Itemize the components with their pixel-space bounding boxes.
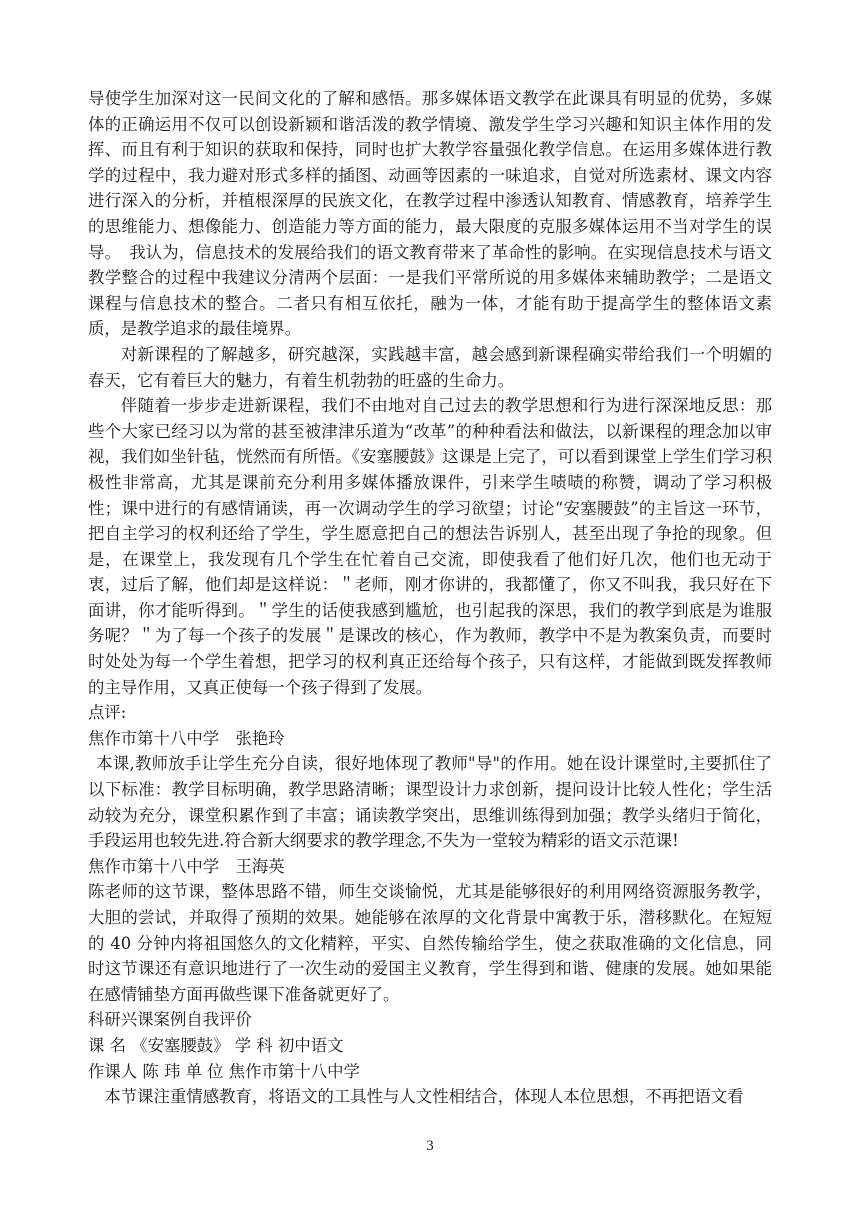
paragraph-new-curriculum: 对新课程的了解越多，研究越深，实践越丰富，越会感到新课程确实带给我们一个明媚的春天，它有着巨大的魅力，有着生机勃勃的旺盛的生命力。 xyxy=(88,344,772,390)
paragraph-reflection: 伴随着一步步走进新课程，我们不由地对自己过去的教学思想和行为进行深深地反思：那些个大家已经习以为常的甚至被津津乐道为“改革”的种种看法和做法，以新课程的理念加以审视，我们如坐针毡，恍然而有所悟。《安塞腰鼓》这课是上完了，可以看到课堂上学生们学习积极性非常高，尤其是课前充分利用多媒体播放课件，引来学生啧啧的称赞，调动了学习积极性；课中进行的有感情诵读，再一次调动学生的学习欲望；讨论“安塞腰鼓”的主旨这一环节，把自主学习的权利还给了学生，学生愿意把自己的想法告诉别人，甚至出现了争抢的现象。但是，在课堂上，我发现有几个学生在忙着自己交流，即使我看了他们好几次，他们也无动于衷，过后了解，他们却是这样说：＂老师，刚才你讲的，我都懂了，你又不叫我，我只好在下面讲，你才能听得到。＂学生的话使我感到尴尬，也引起我的深思，我们的教学到底是为谁服务呢？＂为了每一个孩子的发展＂是课改的核心，作为教师，教学中不是为教案负责，而要时时处处为每一个学生着想，把学习的权利真正还给每个孩子，只有这样，才能做到既发挥教师的主导作用，又真正使每一个孩子得到了发展。 xyxy=(88,396,772,697)
reviewer-1: 焦作市第十八中学 张艳玲 xyxy=(88,728,285,748)
self-evaluation-heading: 科研兴课案例自我评价 xyxy=(88,1010,252,1030)
teacher-info-line: 作课人 陈 玮 单 位 焦作市第十八中学 xyxy=(88,1061,360,1081)
review-2-text: 陈老师的这节课，整体思路不错，师生交谈愉悦，尤其是能够很好的利用网络资源服务教学，大胆的尝试，并取得了预期的效果。她能够在浓厚的文化背景中寓教于乐，潜移默化。在短短的 40 分钟内将祖国悠久的文化精粹，平实、自然传输给学生，使之获取准确的文化信息，同时这节课还有意识地进行了一次生动的爱国主义教育，学生得到和谐、健康的发展。她如果能在感情铺垫方面再做些课下准备就更好了。 xyxy=(88,882,772,1004)
reviewer-2: 焦作市第十八中学 王海英 xyxy=(88,856,285,876)
document-body xyxy=(88,86,772,1110)
course-info-line: 课 名 《安塞腰鼓》 学 科 初中语文 xyxy=(88,1035,344,1055)
paragraph-multimedia: 导使学生加深对这一民间文化的了解和感悟。那多媒体语文教学在此课具有明显的优势，多媒体的正确运用不仅可以创设新颖和谐活泼的教学情境、激发学生学习兴趣和知识主体作用的发挥、而且有利于知识的获取和保持，同时也扩大教学容量强化教学信息。在运用多媒体进行教学的过程中，我力避对形式多样的插图、动画等因素的一味追求，自觉对所选素材、课文内容进行深入的分析，并植根深厚的民族文化，在教学过程中渗透认知教育、情感教育，培养学生的思维能力、想像能力、创造能力等方面的能力，最大限度的克服多媒体运用不当对学生的误导。 我认为，信息技术的发展给我们的语文教育带来了革命性的影响。在实现信息技术与语文教学整合的过程中我建议分清两个层面：一是我们平常所说的用多媒体来辅助教学；二是语文课程与信息技术的整合。二者只有相互依托，融为一体，才能有助于提高学生的整体语文素质，是教学追求的最佳境界。 xyxy=(88,89,772,339)
self-evaluation-text: 本节课注重情感教育，将语文的工具性与人文性相结合，体现人本位思想，不再把语文看 xyxy=(104,1087,744,1107)
page-number: 3 xyxy=(426,1138,434,1154)
comment-heading: 点评: xyxy=(88,703,127,723)
review-1-text: 本课,教师放手让学生充分自读，很好地体现了教师"导"的作用。她在设计课堂时,主要抓住了以下标准：教学目标明确，教学思路清晰；课型设计力求创新，提问设计比较人性化；学生活动较为充分，课堂积累作到了丰富；诵读教学突出，思维训练得到加强；教学头绪归于简化，手段运用也较先进.符合新大纲要求的教学理念,不失为一堂较为精彩的语文示范课! xyxy=(88,754,772,851)
